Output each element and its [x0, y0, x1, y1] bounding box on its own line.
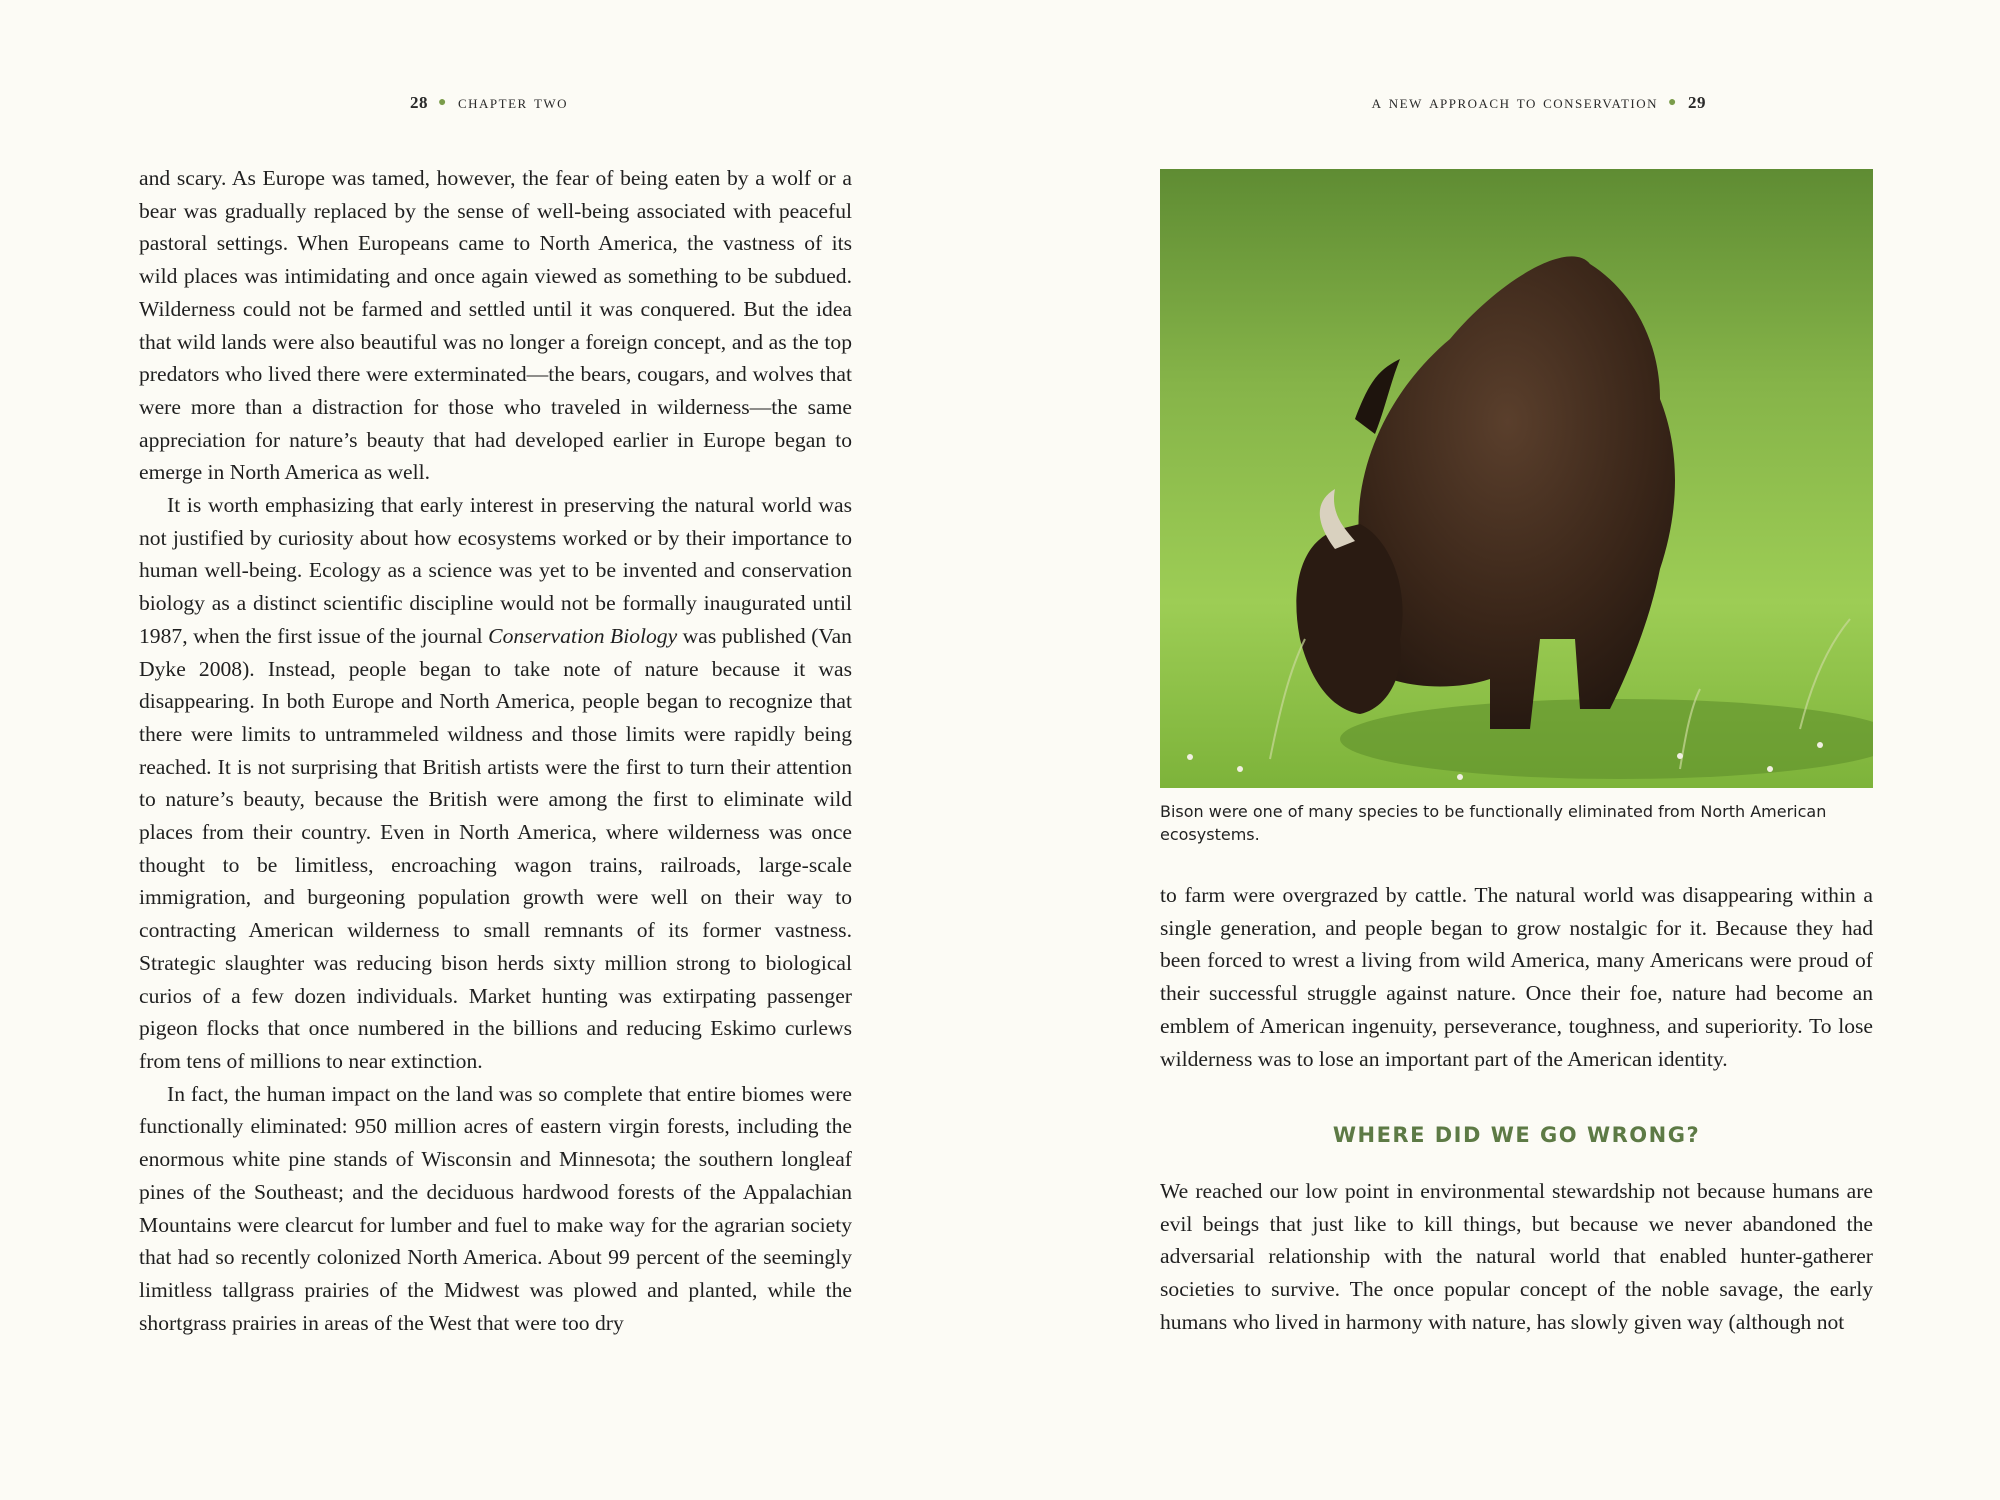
paragraph: to farm were overgrazed by cattle. The natural world was disappearing within a single generation, and people began to grow nostalgic for it. Because they had been forced to wrest a living from wild America, many Americans were proud of their successful struggle against nature. Once their foe, nature had become an emblem of American ingenuity, perseverance, toughness, and superiority. To lose wilderness was to lose an important part of the American identity.: [1160, 883, 1873, 1071]
section-heading: WHERE DID WE GO WRONG?: [1332, 1123, 1701, 1147]
bullet-dot-icon: ●: [1668, 95, 1678, 110]
right-page: [1000, 0, 2000, 1500]
figure-caption: Bison were one of many species to be functionally eliminated from North American ecosystems.: [1160, 802, 1827, 844]
paragraph: We reached our low point in environmental stewardship not because humans are evil beings that just like to kill things, but because we never abandoned the adversarial relationship with the natural world that enabled hunter-gatherer societies to survive. The once popular concept of the noble savage, the early humans who lived in harmony with nature, has slowly given way (although not: [1160, 1179, 1873, 1334]
page-number-right: 29: [1688, 93, 1706, 112]
running-head-left: [410, 92, 568, 114]
page-number-left: 28: [410, 93, 428, 112]
right-body-text-1: [1160, 879, 1873, 1075]
chapter-title: chapter two: [457, 92, 569, 113]
paragraph-text: was published (Van Dyke 2008). Instead, people began to take note of nature because it was disappearing. In both Europe and North America, people began to recognize that there were limits to untrammeled wildness and those limits were rapidly being reached. It is not surprising that British artists were the first to turn their attention to nature’s beauty, because the British were among the first to eliminate wild places from their country. Even in North America, where wilderness was once thought to be limitless, encroaching wagon trains, railroads, large-scale immigration, and burgeoning population growth were well on their way to contracting American wilderness to small remnants of its former vastness. Strategic slaughter was reducing bison herds sixty million strong to biological curios of a few dozen individuals. Market hunting was extirpating passenger pigeon flocks that once numbered in the billions and reducing Eskimo curlews from tens of millions to near extinction.: [139, 623, 852, 1073]
journal-title: Conservation Biology: [488, 623, 678, 648]
section-running-title: a new approach to conservation: [1371, 92, 1659, 113]
running-head-right: [1372, 92, 1706, 114]
paragraph: In fact, the human impact on the land was so complete that entire biomes were functionally eliminated: 950 million acres of eastern virgin forests, including the enormous white pine stands of Wisconsin and Minnesota; the southern longleaf pines of the Southeast; and the deciduous hardwood forests of the Appalachian Mountains were clearcut for lumber and fuel to make way for the agrarian society that had so recently colonized North America. About 99 percent of the seemingly limitless tallgrass prairies of the Midwest was plowed and planted, while the shortgrass prairies in areas of the West that were too dry: [139, 1081, 852, 1335]
bison-photo: [1160, 169, 1873, 788]
bison-illustration: [1160, 169, 1873, 788]
right-body-text-2: [1160, 1175, 1873, 1339]
paragraph: and scary. As Europe was tamed, however, the fear of being eaten by a wolf or a bear was gradually replaced by the sense of well-being associated with peaceful pastoral settings. When Europeans came to North America, the vastness of its wild places was intimidating and once again viewed as something to be subdued. Wilderness could not be farmed and settled until it was conquered. But the idea that wild lands were also beautiful was no longer a foreign concept, and as the top predators who lived there were exterminated—the bears, cougars, and wolves that were more than a distraction for those who traveled in wilderness—the same appreciation for nature’s beauty that had developed earlier in Europe began to emerge in North America as well.: [139, 166, 852, 485]
left-body-text: [139, 162, 852, 1339]
paragraph-text: It is worth emphasizing that early interest in preserving the natural world was not justified by curiosity about how ecosystems worked or by their importance to human well-being. Ecology as a science was yet to be invented and conservation biology as a distinct scientific discipline would not be formally inaugurated until 1987, when the first issue of the journal: [139, 493, 852, 648]
paragraph: [139, 489, 852, 1078]
bullet-dot-icon: ●: [438, 95, 448, 110]
